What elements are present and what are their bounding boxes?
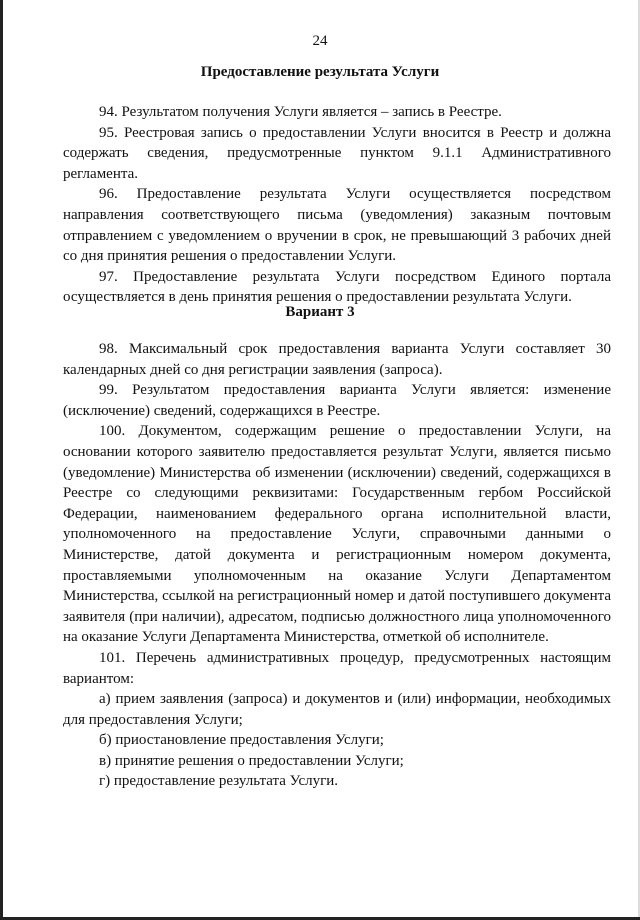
- list-item-a: а) прием заявления (запроса) и документов и (или) информации, необходимых для предоставления Услуги;: [63, 691, 611, 728]
- paragraph-98: 98. Максимальный срок предоставления варианта Услуги составляет 30 календарных дней со дня регистрации заявления (запроса).: [63, 341, 611, 378]
- paragraph-97: 97. Предоставление результата Услуги посредством Единого портала осуществляется в день принятия решения о предоставлении результата Услуги.: [63, 268, 611, 306]
- paragraph-94: 94. Результатом получения Услуги является – запись в Реестре.: [99, 104, 502, 120]
- section1-body: [63, 102, 611, 308]
- list-item-b: б) приостановление предоставления Услуги;: [99, 732, 384, 749]
- paragraph-95: 95. Реестровая запись о предоставлении Услуги вносится в Реестр и должна содержать сведения, предусмотренные пунктом 9.1.1 Административного регламента.: [63, 124, 611, 182]
- section-heading-variant-3: Вариант 3: [285, 304, 355, 320]
- paragraph-96: 96. Предоставление результата Услуги осуществляется посредством направления соответствующего письма (уведомления) заказным почтовым отправлением с уведомлением о вручении в срок, не превышающий 3 рабочих дней со дня принятия решения о предоставлении Услуги.: [63, 186, 611, 265]
- scan-left-edge: [0, 0, 3, 920]
- section2-body: [63, 339, 611, 792]
- list-item-d: г) предоставление результата Услуги.: [99, 773, 339, 790]
- paragraph-99: 99. Результатом предоставления варианта Услуги является: изменение (исключение) сведений, содержащихся в Реестре.: [63, 382, 611, 419]
- list-item-c: в) принятие решения о предоставлении Услуги;: [99, 752, 404, 769]
- paragraph-100: 100. Документом, содержащим решение о предоставлении Услуги, на основании которого заявителю предоставляется результат Услуги, является письмо (уведомление) Министерства об изменении (исключении) сведений, содержащихся в Реестре со следующими реквизитами: Государственным гербом Российской Федерации, наименованием федерального органа исполнительной власти, уполномоченного на предоставление Услуги, справочными данными о Министерстве, датой документа и регистрационным номером документа, проставляемыми уполномоченным на оказание Услуги Департаментом Министерства, ссылкой на регистрационный номер и датой поступившего документа заявителя (при наличии), адресатом, подписью должностного лица уполномоченного на оказание Услуги Департамента Министерства, отметкой об исполнителе.: [63, 423, 611, 646]
- page-number: 24: [312, 33, 328, 49]
- section-heading-result: Предоставление результата Услуги: [200, 64, 440, 80]
- paragraph-101: 101. Перечень административных процедур, предусмотренных настоящим вариантом:: [63, 649, 611, 687]
